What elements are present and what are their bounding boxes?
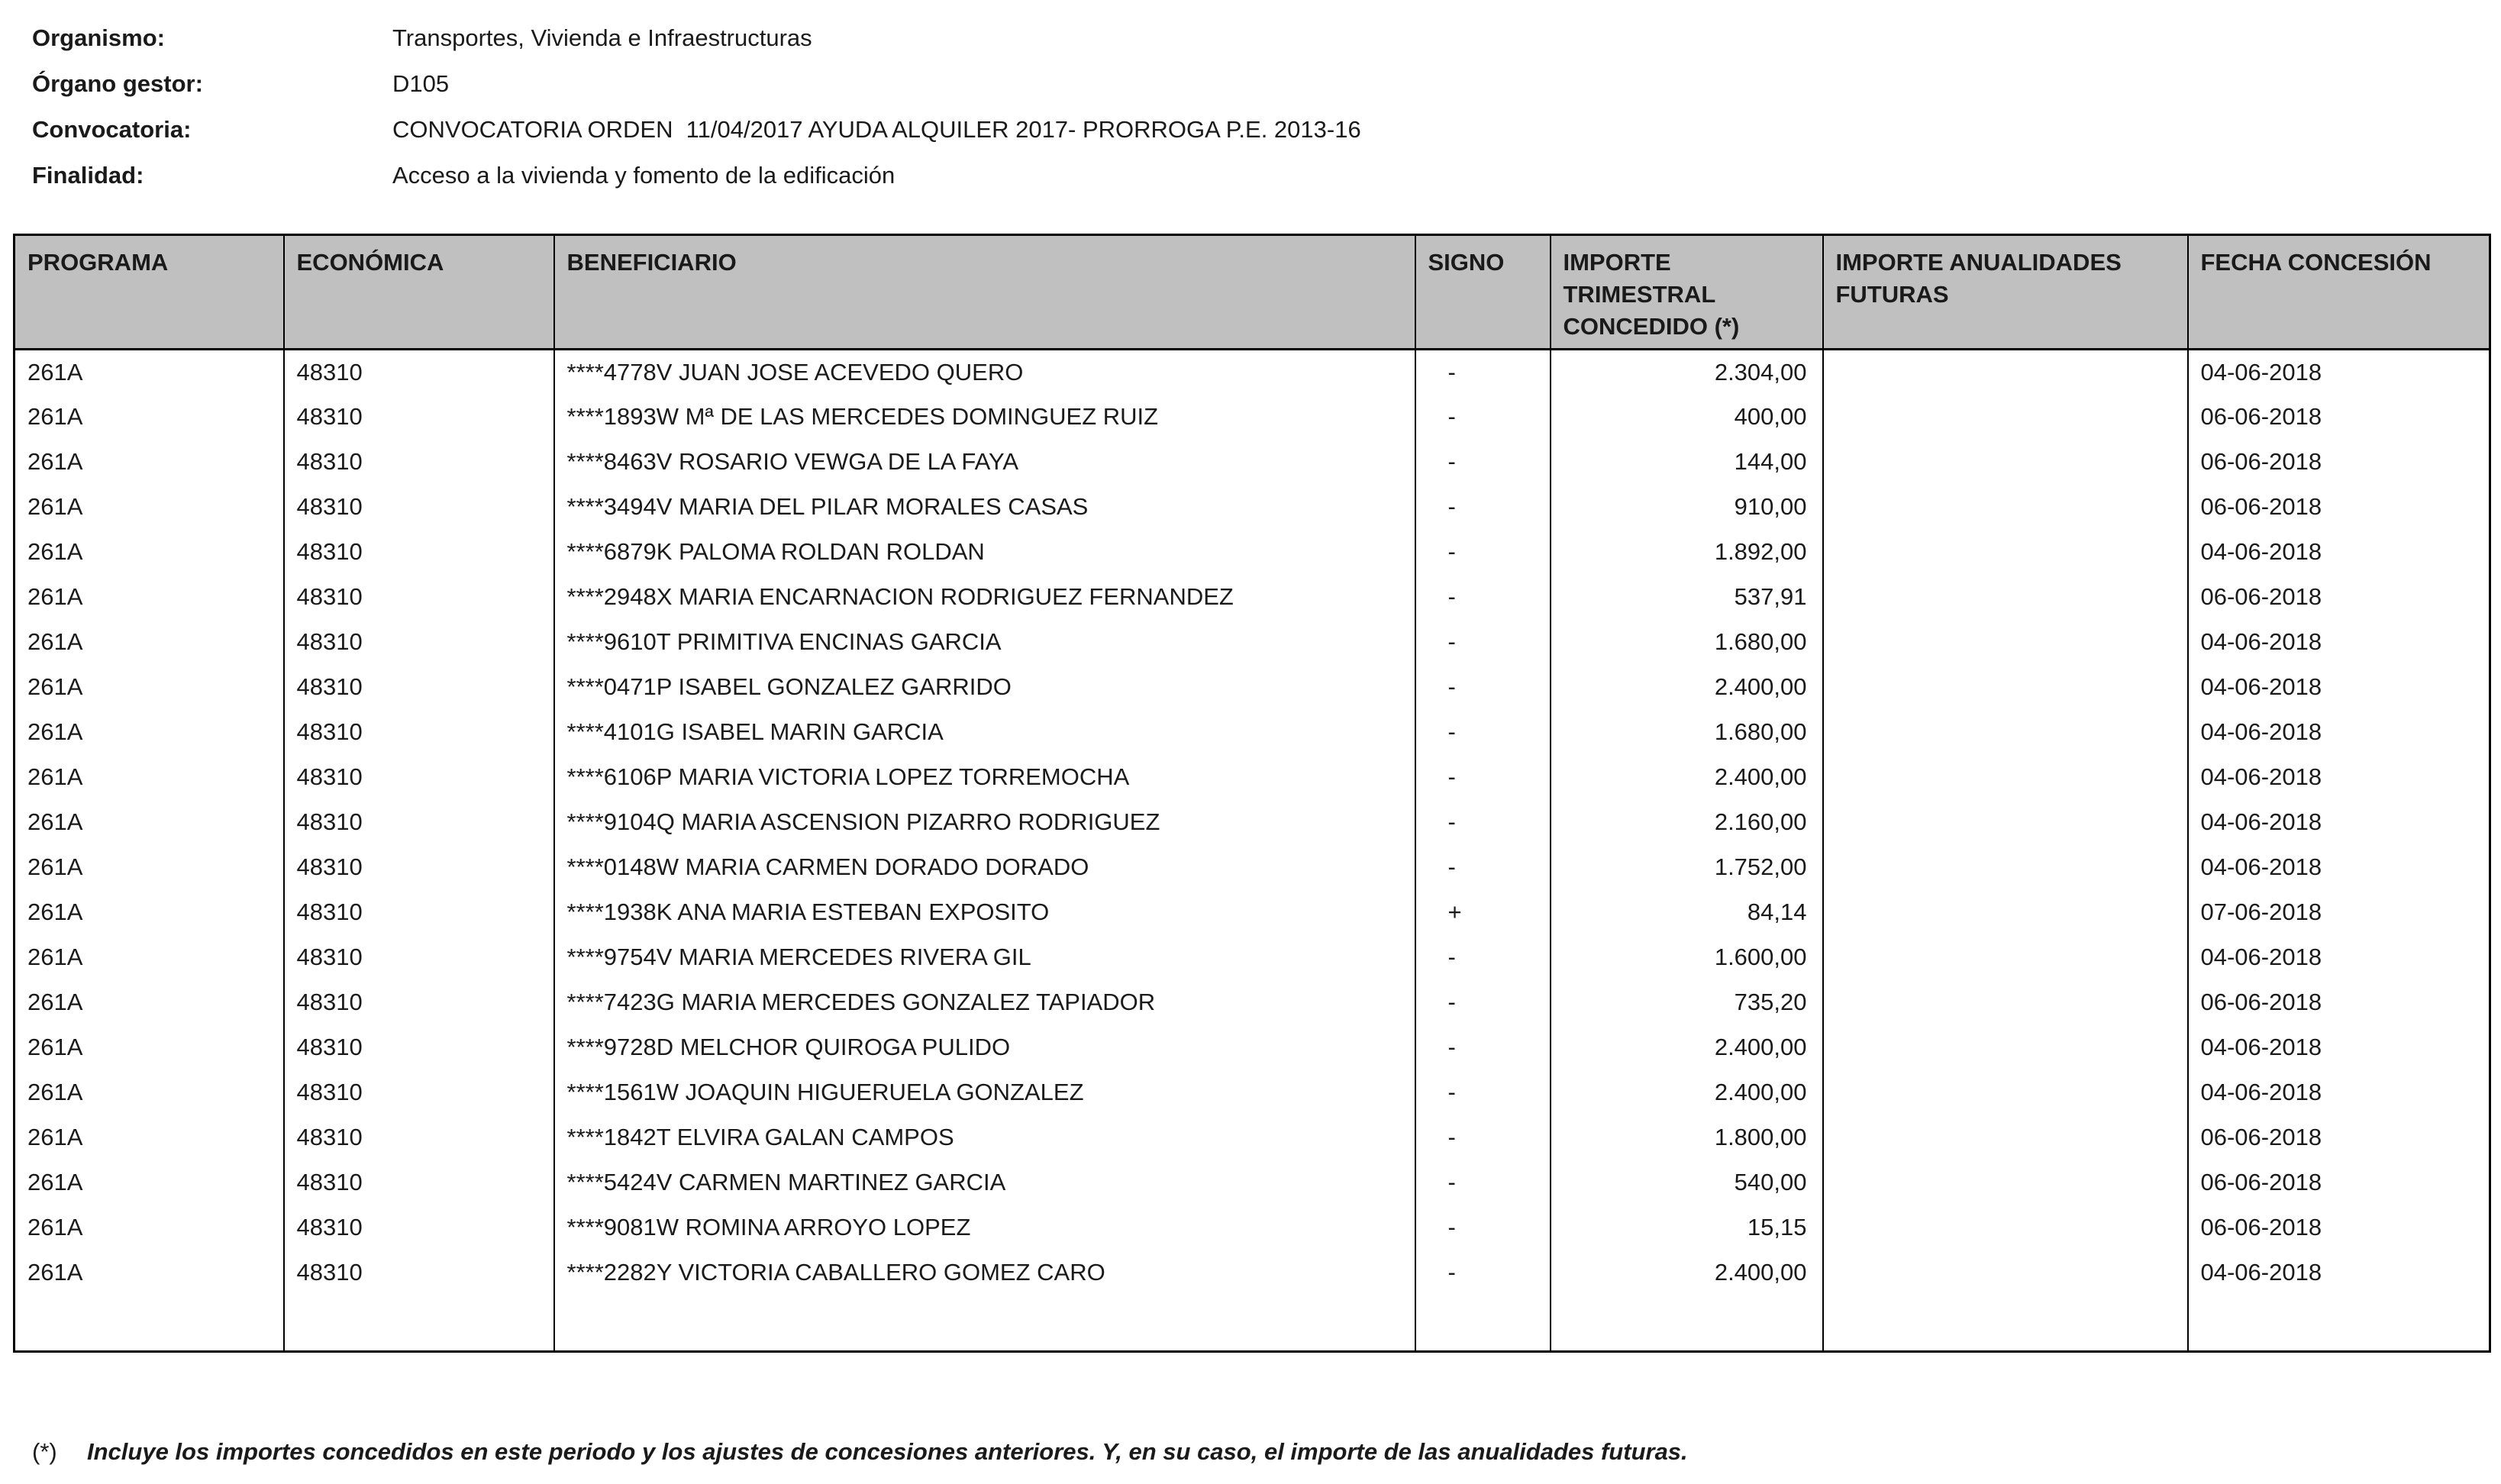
cell-fecha-concesion: 06-06-2018 — [2188, 440, 2490, 485]
cell-importe-trimestral: 2.400,00 — [1551, 1070, 1823, 1115]
cell-fecha-concesion: 07-06-2018 — [2188, 890, 2490, 935]
cell-economica: 48310 — [284, 1205, 554, 1250]
cell-importe-trimestral: 1.892,00 — [1551, 530, 1823, 575]
cell-beneficiario: ****9081W ROMINA ARROYO LOPEZ — [554, 1205, 1415, 1250]
table-row — [15, 575, 2490, 620]
cell-economica: 48310 — [284, 1025, 554, 1070]
cell-importe-anualidades — [1823, 1250, 2188, 1295]
cell-signo: - — [1415, 665, 1551, 710]
cell-signo: - — [1415, 935, 1551, 980]
column-header-programa: PROGRAMA — [15, 235, 284, 350]
cell-fecha-concesion: 04-06-2018 — [2188, 620, 2490, 665]
cell-programa: 261A — [15, 620, 284, 665]
cell-importe-anualidades — [1823, 485, 2188, 530]
table-row — [15, 620, 2490, 665]
cell-importe-anualidades — [1823, 665, 2188, 710]
cell-fecha-concesion: 04-06-2018 — [2188, 935, 2490, 980]
cell-economica: 48310 — [284, 710, 554, 755]
cell-importe-trimestral: 1.680,00 — [1551, 620, 1823, 665]
meta-row-convocatoria — [32, 107, 2489, 153]
document-header — [13, 14, 2489, 198]
cell-beneficiario: ****9104Q MARIA ASCENSION PIZARRO RODRIGUEZ — [554, 800, 1415, 845]
cell-fecha-concesion: 04-06-2018 — [2188, 845, 2490, 890]
table-row — [15, 1115, 2490, 1160]
cell-economica: 48310 — [284, 350, 554, 395]
cell-fecha-concesion: 04-06-2018 — [2188, 1250, 2490, 1295]
column-header-importe-anualidades: IMPORTE ANUALIDADES FUTURAS — [1823, 235, 2188, 350]
cell-importe-trimestral: 2.400,00 — [1551, 665, 1823, 710]
organo-gestor-value: D105 — [392, 70, 450, 97]
cell-programa: 261A — [15, 395, 284, 440]
table-row — [15, 1250, 2490, 1295]
cell-programa: 261A — [15, 710, 284, 755]
cell-importe-trimestral: 2.400,00 — [1551, 755, 1823, 800]
cell-economica: 48310 — [284, 395, 554, 440]
meta-row-finalidad — [32, 153, 2489, 198]
cell-signo: - — [1415, 1115, 1551, 1160]
cell-importe-trimestral: 144,00 — [1551, 440, 1823, 485]
column-header-signo: SIGNO — [1415, 235, 1551, 350]
cell-importe-anualidades — [1823, 620, 2188, 665]
cell-importe-trimestral: 15,15 — [1551, 1205, 1823, 1250]
cell-beneficiario: ****0148W MARIA CARMEN DORADO DORADO — [554, 845, 1415, 890]
cell-programa: 261A — [15, 1160, 284, 1205]
cell-beneficiario: ****3494V MARIA DEL PILAR MORALES CASAS — [554, 485, 1415, 530]
cell-fecha-concesion: 06-06-2018 — [2188, 395, 2490, 440]
cell-importe-anualidades — [1823, 1160, 2188, 1205]
cell-importe-trimestral: 2.304,00 — [1551, 350, 1823, 395]
cell-programa — [15, 1295, 284, 1352]
cell-signo — [1415, 1295, 1551, 1352]
cell-beneficiario: ****1842T ELVIRA GALAN CAMPOS — [554, 1115, 1415, 1160]
cell-economica: 48310 — [284, 440, 554, 485]
cell-economica: 48310 — [284, 485, 554, 530]
cell-programa: 261A — [15, 575, 284, 620]
cell-importe-anualidades — [1823, 1070, 2188, 1115]
cell-economica: 48310 — [284, 1160, 554, 1205]
cell-beneficiario: ****5424V CARMEN MARTINEZ GARCIA — [554, 1160, 1415, 1205]
table-row — [15, 1205, 2490, 1250]
table-body — [15, 350, 2490, 1352]
cell-importe-anualidades — [1823, 440, 2188, 485]
cell-beneficiario: ****9754V MARIA MERCEDES RIVERA GIL — [554, 935, 1415, 980]
cell-importe-anualidades — [1823, 800, 2188, 845]
cell-signo: - — [1415, 485, 1551, 530]
organismo-label: Organismo: — [32, 24, 165, 51]
table-row — [15, 800, 2490, 845]
footnote — [13, 1438, 2489, 1466]
cell-economica: 48310 — [284, 890, 554, 935]
cell-importe-anualidades — [1823, 710, 2188, 755]
cell-economica: 48310 — [284, 935, 554, 980]
table-row — [15, 395, 2490, 440]
cell-beneficiario: ****6106P MARIA VICTORIA LOPEZ TORREMOCHA — [554, 755, 1415, 800]
cell-programa: 261A — [15, 800, 284, 845]
cell-importe-anualidades — [1823, 1295, 2188, 1352]
table-row — [15, 1160, 2490, 1205]
cell-importe-trimestral: 910,00 — [1551, 485, 1823, 530]
table-row — [15, 710, 2490, 755]
organo-gestor-label: Órgano gestor: — [32, 70, 203, 97]
cell-importe-anualidades — [1823, 755, 2188, 800]
cell-programa: 261A — [15, 440, 284, 485]
cell-programa: 261A — [15, 485, 284, 530]
cell-signo: - — [1415, 800, 1551, 845]
cell-fecha-concesion: 06-06-2018 — [2188, 1115, 2490, 1160]
cell-importe-trimestral: 2.400,00 — [1551, 1250, 1823, 1295]
table-row — [15, 1070, 2490, 1115]
cell-importe-anualidades — [1823, 890, 2188, 935]
meta-row-organismo — [32, 15, 2489, 61]
cell-beneficiario: ****2948X MARIA ENCARNACION RODRIGUEZ FERNANDEZ — [554, 575, 1415, 620]
table-row — [15, 980, 2490, 1025]
cell-fecha-concesion: 04-06-2018 — [2188, 350, 2490, 395]
cell-signo: - — [1415, 1250, 1551, 1295]
cell-signo: - — [1415, 575, 1551, 620]
cell-programa: 261A — [15, 1205, 284, 1250]
cell-economica: 48310 — [284, 1115, 554, 1160]
cell-signo: - — [1415, 440, 1551, 485]
table-row — [15, 665, 2490, 710]
cell-importe-trimestral: 537,91 — [1551, 575, 1823, 620]
cell-programa: 261A — [15, 1070, 284, 1115]
cell-importe-anualidades — [1823, 980, 2188, 1025]
cell-programa: 261A — [15, 845, 284, 890]
cell-beneficiario: ****6879K PALOMA ROLDAN ROLDAN — [554, 530, 1415, 575]
cell-beneficiario: ****1561W JOAQUIN HIGUERUELA GONZALEZ — [554, 1070, 1415, 1115]
cell-beneficiario: ****1893W Mª DE LAS MERCEDES DOMINGUEZ RUIZ — [554, 395, 1415, 440]
cell-importe-anualidades — [1823, 845, 2188, 890]
cell-beneficiario: ****4101G ISABEL MARIN GARCIA — [554, 710, 1415, 755]
meta-row-organo-gestor — [32, 61, 2489, 107]
table-row — [15, 350, 2490, 395]
cell-beneficiario: ****2282Y VICTORIA CABALLERO GOMEZ CARO — [554, 1250, 1415, 1295]
cell-fecha-concesion — [2188, 1295, 2490, 1352]
cell-economica: 48310 — [284, 1070, 554, 1115]
cell-importe-trimestral: 1.800,00 — [1551, 1115, 1823, 1160]
cell-importe-trimestral: 84,14 — [1551, 890, 1823, 935]
cell-programa: 261A — [15, 1250, 284, 1295]
cell-programa: 261A — [15, 935, 284, 980]
cell-importe-anualidades — [1823, 1025, 2188, 1070]
cell-fecha-concesion: 04-06-2018 — [2188, 1070, 2490, 1115]
cell-beneficiario: ****8463V ROSARIO VEWGA DE LA FAYA — [554, 440, 1415, 485]
cell-importe-trimestral: 1.752,00 — [1551, 845, 1823, 890]
cell-importe-anualidades — [1823, 1205, 2188, 1250]
cell-beneficiario: ****9610T PRIMITIVA ENCINAS GARCIA — [554, 620, 1415, 665]
cell-fecha-concesion: 06-06-2018 — [2188, 1205, 2490, 1250]
table-row — [15, 530, 2490, 575]
cell-beneficiario: ****4778V JUAN JOSE ACEVEDO QUERO — [554, 350, 1415, 395]
column-header-beneficiario: BENEFICIARIO — [554, 235, 1415, 350]
organismo-value: Transportes, Vivienda e Infraestructuras — [392, 24, 812, 51]
cell-economica: 48310 — [284, 800, 554, 845]
cell-importe-trimestral: 735,20 — [1551, 980, 1823, 1025]
table-row — [15, 1025, 2490, 1070]
cell-importe-anualidades — [1823, 350, 2188, 395]
cell-fecha-concesion: 06-06-2018 — [2188, 980, 2490, 1025]
cell-importe-trimestral: 400,00 — [1551, 395, 1823, 440]
cell-importe-trimestral: 1.680,00 — [1551, 710, 1823, 755]
cell-beneficiario: ****9728D MELCHOR QUIROGA PULIDO — [554, 1025, 1415, 1070]
table-row — [15, 485, 2490, 530]
cell-signo: - — [1415, 845, 1551, 890]
cell-importe-anualidades — [1823, 530, 2188, 575]
cell-programa: 261A — [15, 350, 284, 395]
finalidad-label: Finalidad: — [32, 162, 144, 189]
cell-economica: 48310 — [284, 620, 554, 665]
cell-signo: - — [1415, 710, 1551, 755]
footnote-marker: (*) — [32, 1438, 57, 1465]
cell-importe-trimestral: 540,00 — [1551, 1160, 1823, 1205]
cell-fecha-concesion: 04-06-2018 — [2188, 710, 2490, 755]
cell-economica — [284, 1295, 554, 1352]
table-row — [15, 845, 2490, 890]
cell-economica: 48310 — [284, 980, 554, 1025]
cell-importe-trimestral: 2.400,00 — [1551, 1025, 1823, 1070]
cell-economica: 48310 — [284, 845, 554, 890]
cell-programa: 261A — [15, 1025, 284, 1070]
cell-economica: 48310 — [284, 575, 554, 620]
footnote-text: Incluye los importes concedidos en este periodo y los ajustes de concesiones anteriores. Y, en su caso, el importe de las anualidades futuras. — [87, 1438, 1688, 1465]
cell-signo: - — [1415, 1205, 1551, 1250]
cell-signo: - — [1415, 980, 1551, 1025]
cell-signo: - — [1415, 350, 1551, 395]
table-row — [15, 935, 2490, 980]
cell-importe-anualidades — [1823, 1115, 2188, 1160]
cell-beneficiario — [554, 1295, 1415, 1352]
cell-signo: - — [1415, 755, 1551, 800]
cell-programa: 261A — [15, 530, 284, 575]
cell-signo: - — [1415, 530, 1551, 575]
cell-programa: 261A — [15, 1115, 284, 1160]
table-row — [15, 755, 2490, 800]
cell-beneficiario: ****1938K ANA MARIA ESTEBAN EXPOSITO — [554, 890, 1415, 935]
cell-programa: 261A — [15, 890, 284, 935]
cell-signo: - — [1415, 1160, 1551, 1205]
column-header-economica: ECONÓMICA — [284, 235, 554, 350]
cell-importe-anualidades — [1823, 935, 2188, 980]
cell-economica: 48310 — [284, 665, 554, 710]
cell-fecha-concesion: 04-06-2018 — [2188, 665, 2490, 710]
cell-importe-trimestral: 2.160,00 — [1551, 800, 1823, 845]
cell-signo: - — [1415, 1025, 1551, 1070]
cell-economica: 48310 — [284, 755, 554, 800]
column-header-fecha-concesion: FECHA CONCESIÓN — [2188, 235, 2490, 350]
table-head — [15, 235, 2490, 350]
table-row — [15, 890, 2490, 935]
cell-fecha-concesion: 04-06-2018 — [2188, 755, 2490, 800]
cell-fecha-concesion: 04-06-2018 — [2188, 1025, 2490, 1070]
cell-importe-trimestral — [1551, 1295, 1823, 1352]
cell-beneficiario: ****7423G MARIA MERCEDES GONZALEZ TAPIADOR — [554, 980, 1415, 1025]
cell-signo: - — [1415, 395, 1551, 440]
cell-importe-trimestral: 1.600,00 — [1551, 935, 1823, 980]
cell-fecha-concesion: 04-06-2018 — [2188, 800, 2490, 845]
concessions-table — [13, 234, 2491, 1353]
cell-programa: 261A — [15, 665, 284, 710]
cell-economica: 48310 — [284, 530, 554, 575]
table-row — [15, 440, 2490, 485]
column-header-importe-trimestral: IMPORTE TRIMESTRAL CONCEDIDO (*) — [1551, 235, 1823, 350]
cell-signo: + — [1415, 890, 1551, 935]
cell-fecha-concesion: 06-06-2018 — [2188, 485, 2490, 530]
cell-beneficiario: ****0471P ISABEL GONZALEZ GARRIDO — [554, 665, 1415, 710]
cell-economica: 48310 — [284, 1250, 554, 1295]
cell-signo: - — [1415, 620, 1551, 665]
cell-fecha-concesion: 06-06-2018 — [2188, 1160, 2490, 1205]
convocatoria-label: Convocatoria: — [32, 116, 192, 143]
cell-signo: - — [1415, 1070, 1551, 1115]
finalidad-value: Acceso a la vivienda y fomento de la edificación — [392, 162, 896, 189]
cell-importe-anualidades — [1823, 395, 2188, 440]
cell-fecha-concesion: 06-06-2018 — [2188, 575, 2490, 620]
header-row — [15, 235, 2490, 350]
cell-fecha-concesion: 04-06-2018 — [2188, 530, 2490, 575]
cell-programa: 261A — [15, 755, 284, 800]
table-filler-row — [15, 1295, 2490, 1352]
cell-importe-anualidades — [1823, 575, 2188, 620]
convocatoria-value: CONVOCATORIA ORDEN 11/04/2017 AYUDA ALQUILER 2017- PRORROGA P.E. 2013-16 — [392, 116, 1361, 143]
cell-programa: 261A — [15, 980, 284, 1025]
